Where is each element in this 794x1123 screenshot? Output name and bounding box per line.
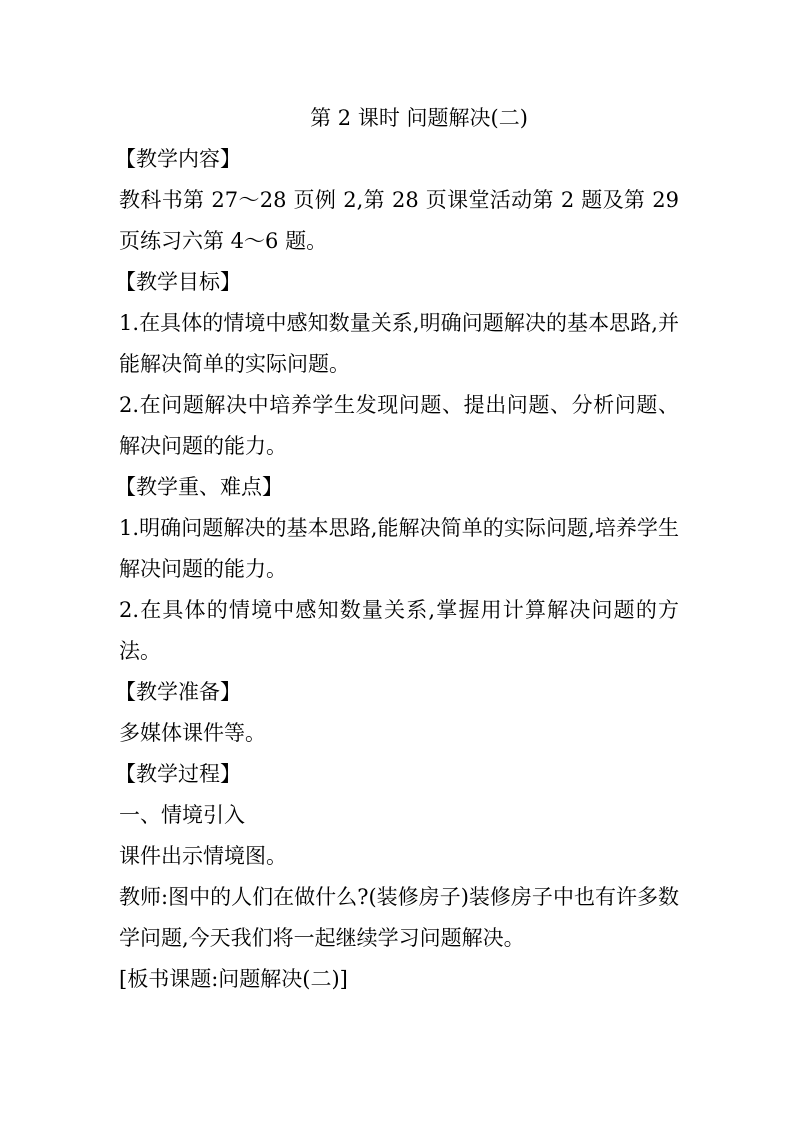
lesson-title: 第 2 课时 问题解决(二) (310, 106, 528, 130)
key-point-2: 2.在具体的情境中感知数量关系,掌握用计算解决问题的方法。 (119, 598, 679, 663)
section-heading-teaching-content: 【教学内容】 (115, 147, 241, 171)
section-heading-teaching-goals: 【教学目标】 (115, 270, 241, 294)
section-heading-preparation: 【教学准备】 (115, 680, 241, 704)
key-point-1: 1.明确问题解决的基本思路,能解决简单的实际问题,培养学生解决问题的能力。 (119, 516, 679, 581)
document-body (115, 98, 679, 1000)
teaching-goal-1: 1.在具体的情境中感知数量关系,明确问题解决的基本思路,并能解决简单的实际问题。 (119, 311, 679, 376)
section-heading-key-points: 【教学重、难点】 (115, 475, 283, 499)
blackboard-title-note: [板书课题:问题解决(二)] (119, 967, 348, 991)
teaching-goal-2: 2.在问题解决中培养学生发现问题、提出问题、分析问题、解决问题的能力。 (119, 393, 679, 458)
section-heading-process: 【教学过程】 (115, 762, 241, 786)
preparation-paragraph: 多媒体课件等。 (119, 721, 266, 745)
process-step-1-heading: 一、情境引入 (119, 803, 245, 827)
process-paragraph-2: 教师:图中的人们在做什么?(装修房子)装修房子中也有许多数学问题,今天我们将一起继续学习问题解决。 (119, 885, 679, 950)
process-paragraph-1: 课件出示情境图。 (119, 844, 287, 868)
teaching-content-paragraph: 教科书第 27～28 页例 2,第 28 页课堂活动第 2 题及第 29 页练习六第 4～6 题。 (119, 188, 679, 253)
